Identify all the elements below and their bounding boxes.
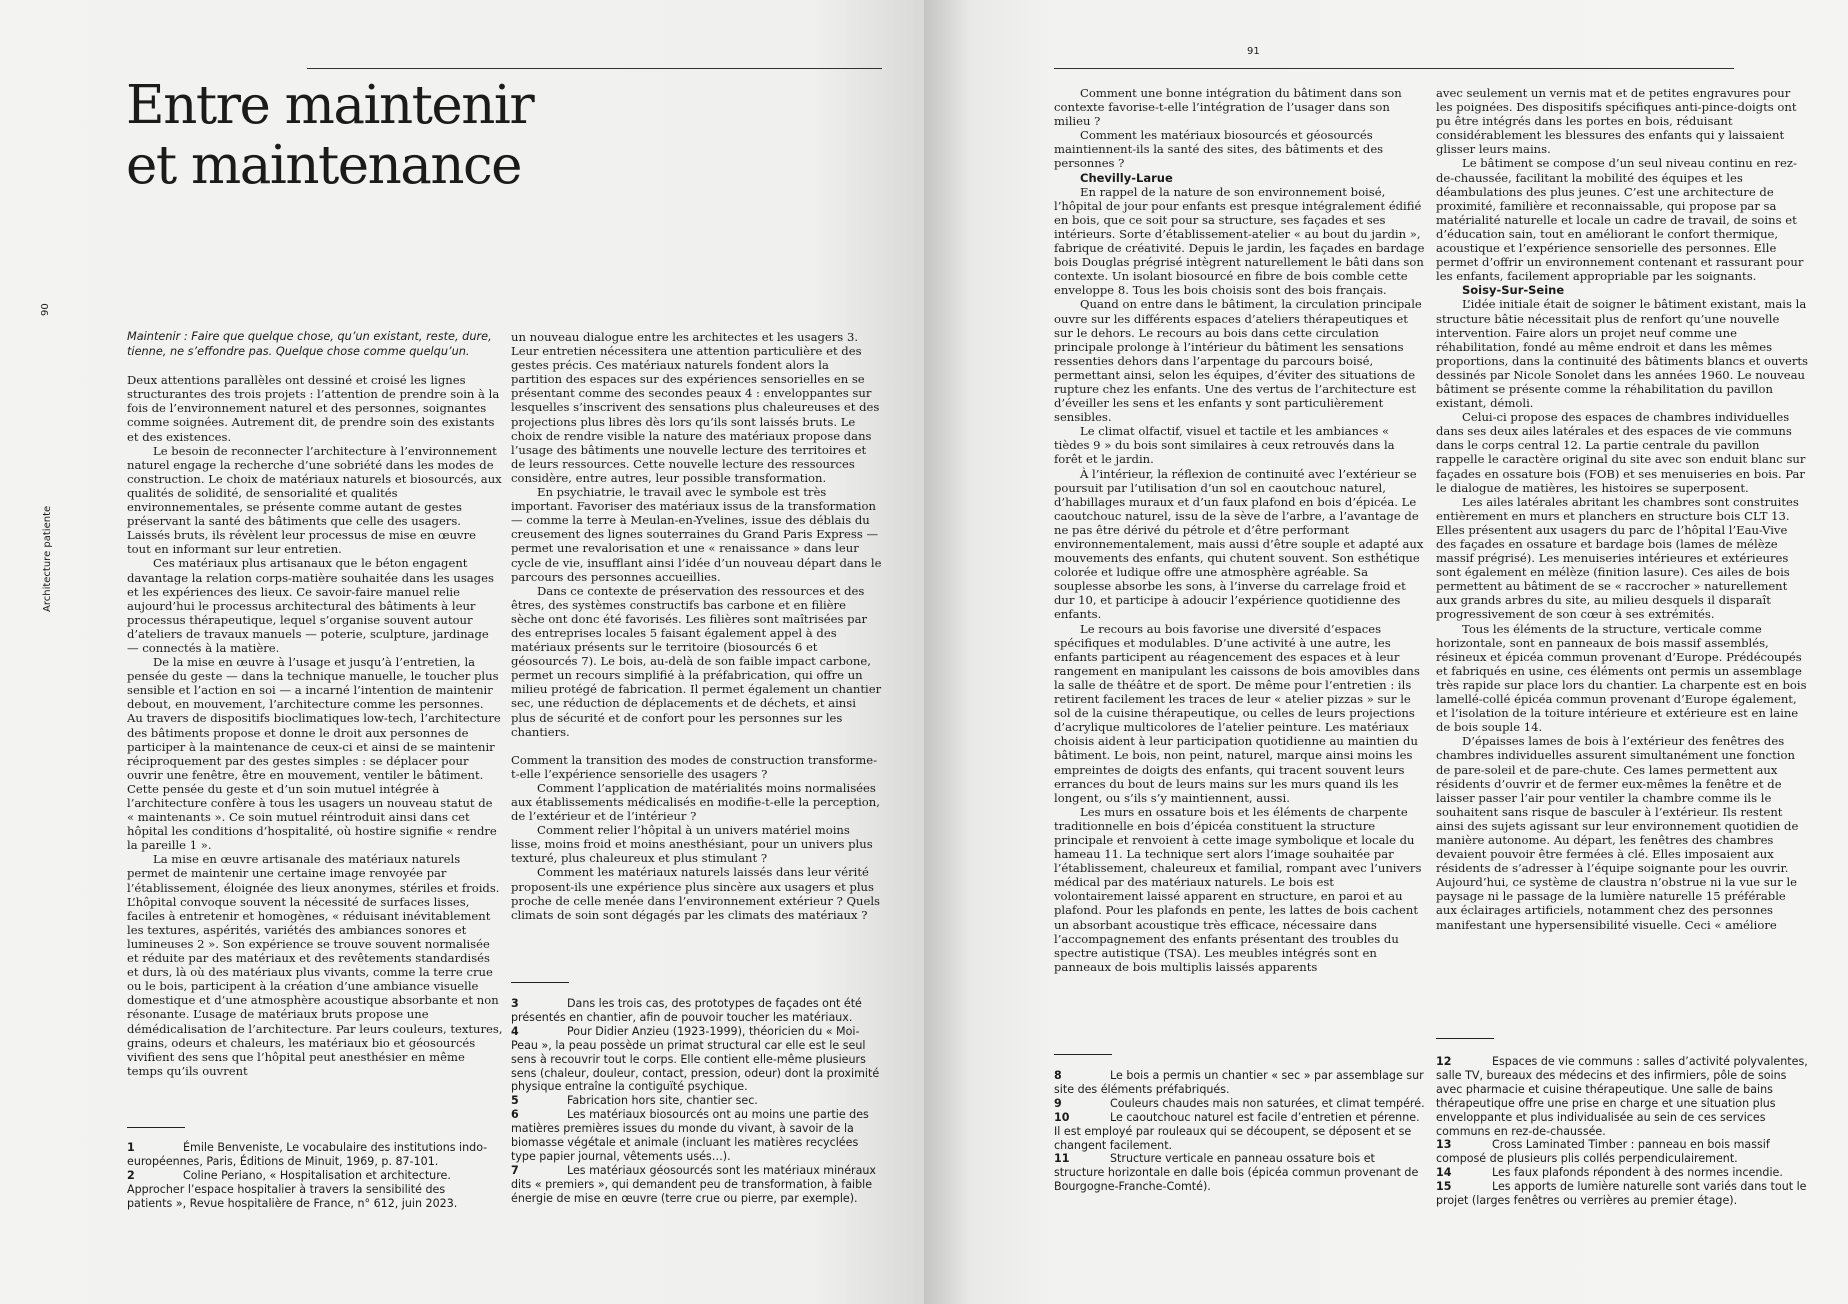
paragraph: Le climat olfactif, visuel et tactile et les ambiances « tièdes 9 » du bois sont similaires à ceux retrouvés dans la forêt et le jardin.	[1054, 424, 1395, 467]
footnote-number: 9	[1054, 1096, 1062, 1110]
right-column-1	[1054, 86, 1426, 974]
title-line-2: et maintenance	[126, 135, 522, 196]
right-page	[924, 0, 1848, 1304]
paragraph: Le bâtiment se compose d’un seul niveau continu en rez-de-chaussée, facilitant la mobilité des équipes et les déambulations des plus jeunes. C’est une architecture de proximité, familière et reconnaissable, qui propose par sa matérialité naturelle et locale un cadre de travail, de soins et d’éducation sain, tout en améliorant le confort thermique, acoustique et l’expérience sensorielle des personnes. Elle permet d’offrir un environnement contenant et rassurant pour les enfants, facilement appropriable par les soignants.	[1436, 156, 1804, 284]
footnote-number: 13	[1436, 1138, 1452, 1152]
question: Comment les matériaux biosourcés et géosourcés maintiennent-ils la santé des sites, des bâtiments et des personnes ?	[1054, 128, 1384, 171]
paragraph: Le besoin de reconnecter l’architecture à l’environnement naturel engage la recherche d’une sobriété dans les modes de construction. Le choix de matériaux naturels et biosourcés, aux qualités de solidité, de sensorialité et qualités environnementales, se présente comme autant de gestes préservant la santé des bâtiments que celle des usagers. Laissés bruts, ils révèlent leur processus de mise en œuvre tout en informant sur leur entretien.	[127, 443, 502, 557]
paragraph: À l’intérieur, la réflexion de continuité avec l’extérieur se poursuit par l’utilisation d’un sol en caoutchouc naturel, d’habillages muraux et d’un faux plafond en bois d’épicéa. Le caoutchouc naturel, issu de la sève de l’arbre, a l’avantage de ne pas être dérivé du pétrole et d’être performant environnementalement, mais aussi d’être souple et adapté aux mouvements des enfants, qui chutent souvent. Son esthétique colorée et ludique offre une atmosphère agréable. Sa souplesse absorbe les sons, à l’inverse du carrelage froid et dur 10, et participe à adoucir l’expérience quotidienne des enfants.	[1054, 466, 1424, 622]
footnote-rule	[511, 982, 569, 983]
footnote-text: Coline Periano, « Hospitalisation et architecture. Approcher l’espace hospitalier à travers la sensibilité des patients », Revue hospitalière de France, n° 612, juin 2023.	[127, 1168, 458, 1210]
left-column-2	[511, 330, 883, 922]
footnote-text: Les matériaux géosourcés sont les matériaux minéraux dits « premiers », qui demandent peu de transformation, à faible énergie de mise en œuvre (terre crue ou pierre, par exemple).	[511, 1163, 876, 1205]
footnote-text: Le bois a permis un chantier « sec » par assemblage sur site des éléments préfabriqués.	[1054, 1069, 1424, 1096]
footnote-text: Les faux plafonds répondent à des normes incendie.	[1492, 1166, 1783, 1180]
footnotes-right-1	[1054, 1069, 1426, 1194]
footnote	[1436, 1180, 1808, 1208]
footnote	[1054, 1111, 1426, 1153]
paragraph: Ces matériaux plus artisanaux que le béton engagent davantage la relation corps-matière souhaitée dans les usages et les expériences des lieux. Ce savoir-faire manuel relie aujourd’hui le processus architectural des bâtiments à leur processus thérapeutique, lequel s’organise souvent autour d’ateliers de travaux manuels — poterie, sculpture, jardinage — connectés à la matière.	[127, 556, 494, 655]
footnote	[511, 997, 883, 1025]
right-column-2	[1436, 86, 1808, 932]
footnote-text: Émile Benveniste, Le vocabulaire des institutions indo-européennes, Paris, Éditions de Minuit, 1969, p. 87-101.	[127, 1141, 488, 1168]
paragraph: L’idée initiale était de soigner le bâtiment existant, mais la structure bâtie nécessitait plus de renfort qu’une nouvelle intervention. Faire alors un projet neuf comme une réhabilitation, fondé au même endroit et dans les mêmes proportions, dans la continuité des bâtiments blancs et ouverts dessinés par Nicole Sonolet dans les années 1960. Le nouveau bâtiment se présente comme la réhabilitation du pavillon existant, démoli.	[1436, 297, 1809, 411]
paragraph: Les murs en ossature bois et les éléments de charpente traditionnelle en bois d’épicéa constituent la structure principale et renvoient à cette image symbolique et locale du hameau 11. La technique sert alors l’image souhaitée par l’établissement, chaleureux et familial, rompant avec l’univers médical par des matériaux naturels. Le bois est volontairement laissé apparent en structure, en paroi et au plafond. Pour les plafonds en pente, les lattes de bois cachent un absorbant acoustique très efficace, nécessaire dans l’accompagnement des enfants présentant des troubles du spectre autistique (TSA). Les meubles intégrés sont en panneaux de bois multiplis laissés apparents	[1054, 804, 1422, 974]
paragraph: La mise en œuvre artisanale des matériaux naturels permet de maintenir une certaine image renvoyée par l’établissement, éloignée des lieux anonymes, stériles et froids. L’hôpital convoque souvent la nécessité de surfaces lisses, faciles à entretenir et homogènes, « réduisant inévitablement les textures, aspérités, variétés des ambiances sonores et lumineuses 2 ». Son expérience se trouve souvent normalisée et réduite par des matériaux et des revêtements standardisés et durs, là où des matériaux plus vivants, comme la terre crue ou le bois, participent à la création d’une ambiance visuelle domestique et d’une atmosphère acoustique absorbante et non résonante. L’usage de matériaux bruts propose une démédicalisation de l’architecture. Par leurs couleurs, textures, grains, odeurs et chaleurs, les matériaux bio et géosourcés vivifient des sens que l’hôpital peut anesthésier en même temps qu’ils ouvrent	[127, 852, 503, 1078]
footnote-number: 8	[1054, 1069, 1062, 1082]
paragraph: En rappel de la nature de son environnement boisé, l’hôpital de jour pour enfants est presque intégralement édifié en bois, que ce soit pour sa structure, ses façades et ses intérieurs. Sorte d’établissement-atelier « au bout du jardin », fabrique de créativité. Depuis le jardin, les façades en bardage bois Douglas prégrisé intègrent naturellement le bâti dans son contexte. Un isolant biosourcé en fibre de bois comble cette enveloppe 8. Tous les bois choisis sont des bois français.	[1054, 184, 1425, 298]
question: Comment les matériaux naturels laissés dans leur vérité proposent-ils une expérience plus sincère aux usagers et plus proche de celle menée dans l’environnement extérieur ? Quels climats de soin sont dégagés par les climats des matériaux ?	[511, 865, 880, 922]
title-line-1: Entre maintenir	[126, 75, 534, 136]
footnote	[1054, 1152, 1426, 1194]
footnote	[511, 1108, 883, 1164]
footnote-text: Les matériaux biosourcés ont au moins une partie des matières premières issues du monde du vivant, à savoir de la biomasse végétale et animale (incluant les matières recyclées type papier journal, vêtements usés…).	[511, 1108, 869, 1163]
paragraph: En psychiatrie, le travail avec le symbole est très important. Favoriser des matériaux issus de la transformation — comme la terre à Meulan-en-Yvelines, issue des déblais du creusement des lignes souterraines du Grand Paris Express — permet une revalorisation et une « renaissance » dans leur cycle de vie, insufflant ainsi l’idée d’un nouveau départ dans le parcours des personnes accueillies.	[511, 485, 882, 584]
question: Comment une bonne intégration du bâtiment dans son contexte favorise-t-elle l’intégration de l’usager dans son milieu ?	[1054, 86, 1402, 129]
footnote-number: 5	[511, 1094, 519, 1108]
running-title: Architecture patiente	[42, 505, 53, 612]
footnote-text: Le caoutchouc naturel est facile d’entretien et pérenne. Il est employé par rouleaux qui se découpent, se déposent et se changent facilement.	[1054, 1110, 1420, 1152]
footnote-number: 11	[1054, 1152, 1070, 1166]
footnote-number: 2	[127, 1168, 135, 1182]
paragraph: Tous les éléments de la structure, verticale comme horizontale, sont en panneaux de bois massif assemblés, résineux et épicéa commun provenant d’Europe. Prédécoupés et fabriqués en usine, ces éléments ont permis un assemblage très rapide sur place lors du chantier. La charpente est en bois lamellé-collé épicéa commun provenant d’Europe également, et l’isolation de la toiture intérieure et extérieure est en laine de bois souple 14.	[1436, 621, 1807, 735]
footnote	[1054, 1069, 1426, 1097]
paragraph: avec seulement un vernis mat et de petites engravures pour les poignées. Des dispositifs spécifiques anti-pince-doigts ont pu être intégrés dans les portes en bois, réduisant considérablement les blessures des enfants qui y laissaient glisser leurs mains.	[1436, 86, 1797, 157]
footnote	[1054, 1097, 1426, 1111]
footnote-number: 1	[127, 1141, 135, 1154]
footnote-text: Dans les trois cas, des prototypes de façades ont été présentés en chantier, afin de pouvoir toucher les matériaux.	[511, 997, 862, 1024]
footnote-text: Pour Didier Anzieu (1923-1999), théoricien du « Moi-Peau », la peau possède un primat structural car elle est le seul sens à recouvrir tout le corps. Elle contient elle-même plusieurs sens (chaleur, douleur, contact, pression, odeur) dont la proximité physique entraîne la contiguïté psychique.	[511, 1024, 880, 1094]
footnote-text: Fabrication hors site, chantier sec.	[567, 1094, 758, 1108]
footnote	[127, 1169, 492, 1211]
footnotes-left-1	[127, 1141, 492, 1211]
footnote-number: 4	[511, 1024, 519, 1038]
footnote	[511, 1025, 883, 1095]
footnote	[1436, 1166, 1808, 1180]
footnote-number: 12	[1436, 1055, 1452, 1068]
footnote-text: Cross Laminated Timber : panneau en bois massif composé de plusieurs plis collés perpendiculairement.	[1436, 1138, 1770, 1166]
paragraph: Deux attentions parallèles ont dessiné et croisé les lignes structurantes des trois projets : l’attention de prendre soin à la fois de l’environnement naturel et des personnes, soignantes comme soignées. Autrement dit, de prendre soin des existants et des existences.	[127, 373, 500, 444]
footnote-number: 6	[511, 1108, 519, 1122]
question: Comment l’application de matérialités moins normalisées aux établissements médicalisés en modifie-t-elle la perception, de l’extérieur et de l’intérieur ?	[511, 780, 880, 824]
footnote-number: 15	[1436, 1180, 1452, 1194]
footnote-rule	[1436, 1038, 1494, 1039]
page-number: 90	[40, 303, 51, 316]
paragraph: Le recours au bois favorise une diversité d’espaces spécifiques et modulables. D’une activité à une autre, les enfants participent au réagencement des espaces et à leur rangement en manipulant les caissons de bois amovibles dans la salle de théâtre et de sport. De même pour l’entretien : ils retirent facilement les traces de leur « atelier pizzas » sur le sol de la cuisine thérapeutique, ou celles de leurs projections d’acrylique multicolores de l’atelier peinture. Les matériaux choisis aident à leur participation quotidienne au maintien du bâtiment. Le bois, non peint, naturel, marque ainsi moins les empreintes de doigts des enfants, qui tracent souvent leurs errances du bout de leurs mains sur les murs quand ils les longent, ou s’ils s’y maintiennent, aussi.	[1054, 621, 1420, 805]
paragraph: Celui-ci propose des espaces de chambres individuelles dans ses deux ailes latérales et des espaces de vie communs dans le corps central 12. La partie centrale du pavillon rappelle le caractère original du site avec son enduit blanc sur façades en ossature bois (FOB) et ses menuiseries en bois. Par le dialogue de matières, les histoires se superposent.	[1436, 410, 1806, 495]
article-title	[126, 76, 533, 196]
top-rule	[1054, 68, 1734, 69]
paragraph: D’épaisses lames de bois à l’extérieur des fenêtres des chambres individuelles assurent simultanément une fonction de pare-soleil et de pare-chute. Ces lames permettent aux résidents d’ouvrir et de fermer eux-mêmes la fenêtre et de laisser passer l’air pour ventiler la chambre comme ils le souhaitent sans risque de basculer à l’extérieur. Ils restent ainsi des sujets agissant sur leur environnement quotidien de manière autonome. Au départ, les fenêtres des chambres devaient pouvoir être fermées à clé. Elles imposaient aux résidents de s’adresser à l’équipe soignante pour les ouvrir. Aujourd’hui, ce système de claustra n’obstrue ni la vue sur le paysage ni le passage de la lumière naturelle 15 préférable aux éclairages artificiels, notamment chez des personnes manifestant une hypersensibilité visuelle. Ceci « améliore	[1436, 734, 1799, 932]
footnote	[1436, 1138, 1808, 1166]
footnote	[1436, 1055, 1808, 1138]
question: Comment la transition des modes de construction transforme-t-elle l’expérience sensorielle des usagers ?	[511, 752, 877, 781]
paragraph: Les ailes latérales abritant les chambres sont construites entièrement en murs et planchers en structure bois CLT 13. Elles présentent aux usagers du parc de l’hôpital l’Eau-Vive des façades en ossature et bardage bois (lames de mélèze massif prégrisé). Les menuiseries intérieures et extérieures sont également en mélèze (finition lasure). Ces ailes de bois permettent au bâtiment de se « raccrocher » naturellement aux grands arbres du site, au milieu desquels il disparaît progressivement de son cœur à ses extrémités.	[1436, 494, 1799, 622]
footnote-rule	[1054, 1054, 1112, 1055]
footnote-text: Espaces de vie communs : salles d’activité polyvalentes, salle TV, bureaux des médecins et des infirmiers, pôle de soins avec pharmacie et cuisine thérapeutique. Une salle de bains thérapeutique offre une prise en charge et une situation plus enveloppante et plus individualisée au sein de ces services communs en rez-de-chaussée.	[1436, 1055, 1808, 1138]
question: Comment relier l’hôpital à un univers matériel moins lisse, moins froid et moins anesthésiant, pour un univers plus texturé, plus chaleureux et plus stimulant ?	[511, 823, 873, 866]
footnote	[511, 1164, 883, 1206]
footnote	[127, 1141, 492, 1169]
paragraph: Dans ce contexte de préservation des ressources et des êtres, des systèmes constructifs bas carbone et en filière sèche ont donc été favorisés. Les filières sont maîtrisées par des entreprises locales 5 faisant également appel à des matériaux présents sur le territoire (biosourcés 6 et géosourcés 7). Le bois, au-delà de son faible impact carbone, permet un recours simplifié à la préfabrication, qui offre un milieu protégé de fabrication. Il permet également un chantier sec, une réduction de déplacements et de déchets, et ainsi plus de sécurité et de confort pour les personnes sur les chantiers.	[511, 583, 882, 739]
paragraph: Quand on entre dans le bâtiment, la circulation principale ouvre sur les différents espaces d’ateliers thérapeutiques et sur le dehors. Le recours au bois dans cette circulation principale prolonge à l’intérieur du bâtiment les sensations ressenties dehors dans l’arpentage du parcours boisé, permettant ainsi, selon les équipes, d’éviter des situations de rupture chez les enfants. Une des vertus de l’architecture est d’éveiller les sens et les enfants y sont particulièrement sensibles.	[1054, 297, 1422, 425]
footnotes-right-2	[1436, 1055, 1808, 1208]
section-heading: Soisy-Sur-Seine	[1462, 283, 1565, 298]
page-number: 91	[1247, 46, 1260, 57]
footnotes-left-2	[511, 997, 883, 1206]
footnote-text: Couleurs chaudes mais non saturées, et climat tempéré.	[1110, 1096, 1425, 1110]
section-heading: Chevilly-Larue	[1080, 170, 1173, 185]
epigraph: Maintenir : Faire que quelque chose, qu’un existant, reste, dure, tienne, ne s’effondre pas. Quelque chose comme quelqu’un.	[127, 330, 492, 358]
footnote-number: 3	[511, 997, 519, 1010]
paragraph: un nouveau dialogue entre les architectes et les usagers 3. Leur entretien nécessitera une attention particulière et des gestes précis. Ces matériaux naturels fondent alors la partition des espaces sur des expériences sensorielles en se présentant comme des secondes peaux 4 : enveloppantes sur lesquelles s’inscrivent des sensations plus chaleureuses et des projections plus libres dès lors qu’ils sont laissés bruts. Le choix de rendre visible la nature des matériaux propose dans l’usage des bâtiments une nouvelle lecture des territoires et de leurs ressources. Cette nouvelle lecture des ressources considère, entre autres, leur possible transformation.	[511, 330, 880, 485]
footnote	[511, 1094, 883, 1108]
footnote-number: 10	[1054, 1110, 1070, 1124]
footnote-text: Les apports de lumière naturelle sont variés dans tout le projet (larges fenêtres ou verrières au premier étage).	[1436, 1180, 1807, 1208]
left-column-1	[127, 330, 503, 1078]
paragraph: De la mise en œuvre à l’usage et jusqu’à l’entretien, la pensée du geste — dans la technique manuelle, le toucher plus sensible et l’action en soi — a incarné l’intention de maintenir debout, en mouvement, l’architecture comme les personnes. Au travers de dispositifs bioclimatiques low-tech, l’architecture des bâtiments propose et donne le droit aux personnes de participer à la maintenance de ceux-ci et ainsi de se maintenir réciproquement par des gestes simples : se déplacer pour ouvrir une fenêtre, être en mouvement, ventiler le bâtiment. Cette pensée du geste et d’un soin mutuel intégrée à l’architecture confère à tous les usagers un nouveau statut de « maintenants ». Ce soin mutuel réintroduit ainsi dans cet hôpital les conditions d’hospitalité, où hostire signifie « rendre la pareille 1 ».	[127, 655, 501, 853]
footnote-rule	[127, 1127, 185, 1128]
footnote-number: 14	[1436, 1166, 1452, 1180]
footnote-number: 7	[511, 1163, 519, 1177]
top-rule	[307, 68, 882, 69]
footnote-text: Structure verticale en panneau ossature bois et structure horizontale en dalle bois (épicéa commun provenant de Bourgogne-Franche-Comté).	[1054, 1152, 1419, 1194]
